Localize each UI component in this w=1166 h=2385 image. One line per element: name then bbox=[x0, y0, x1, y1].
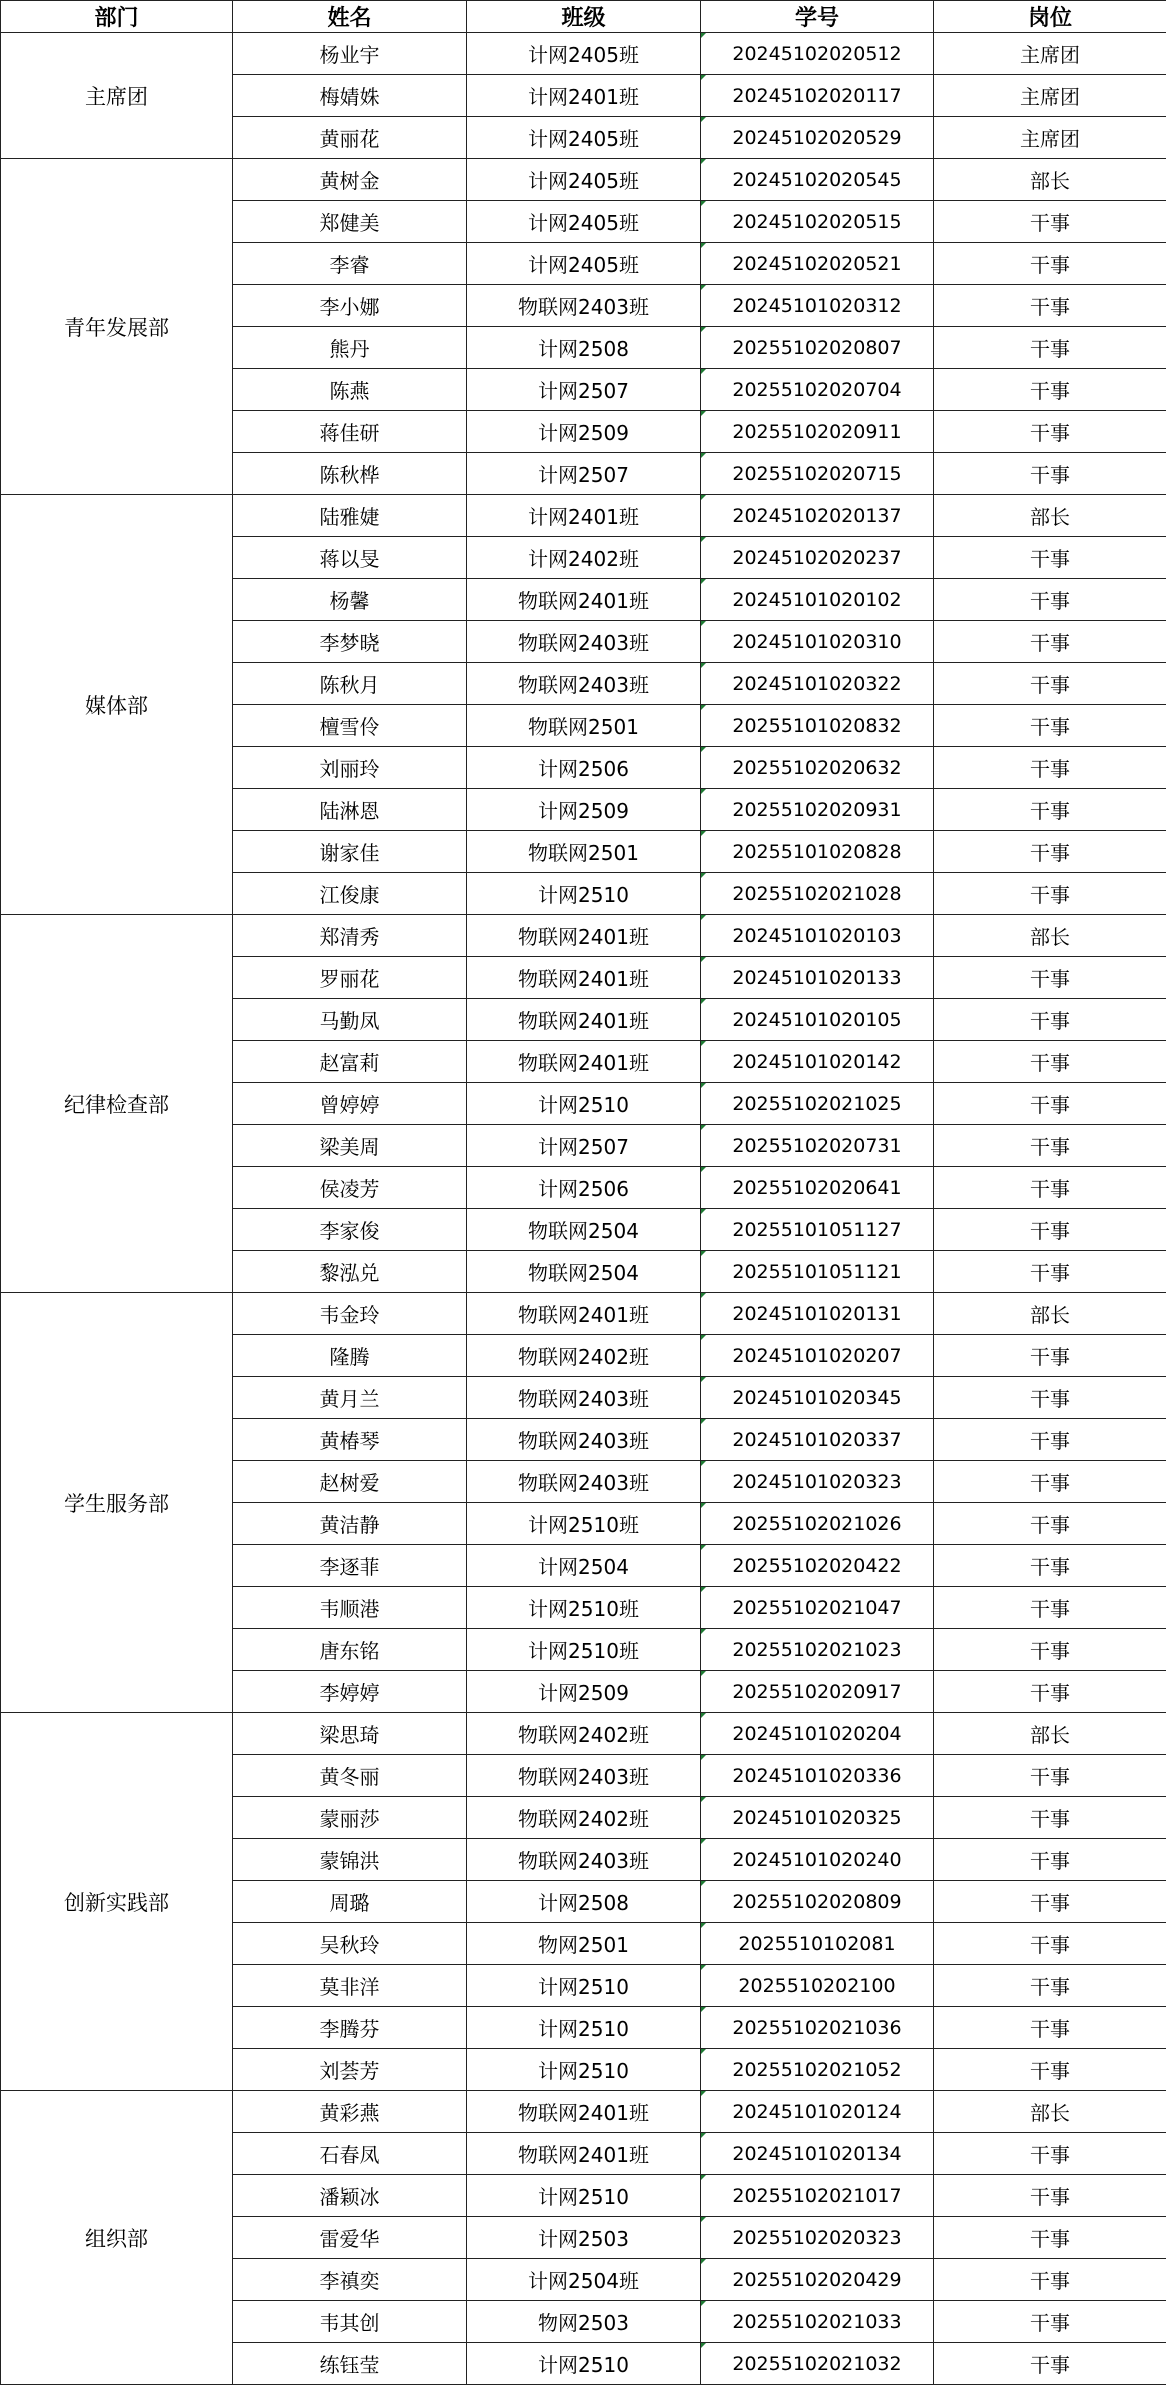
class-cell: 物联网2401班 bbox=[467, 915, 701, 957]
member-name-cell: 黄椿琴 bbox=[233, 1419, 467, 1461]
member-name-cell: 黄彩燕 bbox=[233, 2091, 467, 2133]
student-id-cell: 20255102021025 bbox=[701, 1083, 934, 1125]
member-name-cell: 韦其创 bbox=[233, 2301, 467, 2343]
position-cell: 部长 bbox=[934, 915, 1166, 957]
position-cell: 干事 bbox=[934, 327, 1166, 369]
student-id-cell: 20255102020704 bbox=[701, 369, 934, 411]
position-cell: 干事 bbox=[934, 411, 1166, 453]
class-cell: 物联网2402班 bbox=[467, 1335, 701, 1377]
position-cell: 干事 bbox=[934, 1167, 1166, 1209]
member-name-cell: 檀雪伶 bbox=[233, 705, 467, 747]
class-cell: 计网2405班 bbox=[467, 159, 701, 201]
student-id-cell: 20255102020323 bbox=[701, 2217, 934, 2259]
position-cell: 部长 bbox=[934, 495, 1166, 537]
student-id-cell: 20255102021023 bbox=[701, 1629, 934, 1671]
position-cell: 干事 bbox=[934, 2259, 1166, 2301]
student-id-cell: 20255102021052 bbox=[701, 2049, 934, 2091]
student-id-cell: 20255102021036 bbox=[701, 2007, 934, 2049]
member-name-cell: 黄树金 bbox=[233, 159, 467, 201]
member-name-cell: 陆雅婕 bbox=[233, 495, 467, 537]
member-name-cell: 江俊康 bbox=[233, 873, 467, 915]
position-cell: 干事 bbox=[934, 1839, 1166, 1881]
student-id-cell: 20255102021026 bbox=[701, 1503, 934, 1545]
student-id-cell: 20255102020931 bbox=[701, 789, 934, 831]
student-id-cell: 20245101020133 bbox=[701, 957, 934, 999]
class-cell: 物网2503 bbox=[467, 2301, 701, 2343]
member-name-cell: 陆淋恩 bbox=[233, 789, 467, 831]
student-id-cell: 20255102021032 bbox=[701, 2343, 934, 2385]
position-cell: 干事 bbox=[934, 243, 1166, 285]
class-cell: 计网2504班 bbox=[467, 2259, 701, 2301]
class-cell: 物联网2401班 bbox=[467, 957, 701, 999]
position-cell: 干事 bbox=[934, 663, 1166, 705]
position-cell: 干事 bbox=[934, 1965, 1166, 2007]
class-cell: 计网2507 bbox=[467, 1125, 701, 1167]
table-row bbox=[1, 1293, 1166, 1335]
class-cell: 物联网2403班 bbox=[467, 1461, 701, 1503]
position-cell: 干事 bbox=[934, 873, 1166, 915]
position-cell: 干事 bbox=[934, 2007, 1166, 2049]
member-name-cell: 黄丽花 bbox=[233, 117, 467, 159]
member-name-cell: 蒋以旻 bbox=[233, 537, 467, 579]
class-cell: 物联网2504 bbox=[467, 1251, 701, 1293]
member-name-cell: 罗丽花 bbox=[233, 957, 467, 999]
member-name-cell: 李逐菲 bbox=[233, 1545, 467, 1587]
class-cell: 物联网2403班 bbox=[467, 621, 701, 663]
position-cell: 部长 bbox=[934, 1293, 1166, 1335]
member-name-cell: 潘颖冰 bbox=[233, 2175, 467, 2217]
class-cell: 物联网2401班 bbox=[467, 579, 701, 621]
class-cell: 计网2510 bbox=[467, 2175, 701, 2217]
student-id-cell: 20245102020545 bbox=[701, 159, 934, 201]
table-header bbox=[1, 1, 1166, 33]
class-cell: 计网2510班 bbox=[467, 1587, 701, 1629]
class-cell: 物联网2402班 bbox=[467, 1713, 701, 1755]
student-id-cell: 20245102020521 bbox=[701, 243, 934, 285]
student-id-cell: 20245102020512 bbox=[701, 33, 934, 75]
table-row bbox=[1, 1713, 1166, 1755]
class-cell: 计网2510 bbox=[467, 1083, 701, 1125]
student-id-cell: 20245101020131 bbox=[701, 1293, 934, 1335]
class-cell: 物联网2403班 bbox=[467, 285, 701, 327]
position-cell: 干事 bbox=[934, 1125, 1166, 1167]
position-cell: 干事 bbox=[934, 1671, 1166, 1713]
header-department: 部门 bbox=[1, 1, 233, 33]
student-id-cell: 20245102020515 bbox=[701, 201, 934, 243]
class-cell: 计网2507 bbox=[467, 369, 701, 411]
student-id-cell: 20245101020310 bbox=[701, 621, 934, 663]
position-cell: 干事 bbox=[934, 1923, 1166, 1965]
member-name-cell: 黎泓兑 bbox=[233, 1251, 467, 1293]
member-name-cell: 梁美周 bbox=[233, 1125, 467, 1167]
position-cell: 干事 bbox=[934, 1083, 1166, 1125]
class-cell: 物联网2403班 bbox=[467, 1419, 701, 1461]
member-name-cell: 梁思琦 bbox=[233, 1713, 467, 1755]
table-row bbox=[1, 915, 1166, 957]
header-class: 班级 bbox=[467, 1, 701, 33]
position-cell: 干事 bbox=[934, 1545, 1166, 1587]
member-name-cell: 侯凌芳 bbox=[233, 1167, 467, 1209]
member-name-cell: 黄洁静 bbox=[233, 1503, 467, 1545]
member-name-cell: 李梦晓 bbox=[233, 621, 467, 663]
class-cell: 物联网2504 bbox=[467, 1209, 701, 1251]
student-id-cell: 20245101020124 bbox=[701, 2091, 934, 2133]
class-cell: 计网2510 bbox=[467, 2049, 701, 2091]
position-cell: 干事 bbox=[934, 2301, 1166, 2343]
class-cell: 物联网2401班 bbox=[467, 999, 701, 1041]
member-name-cell: 韦金玲 bbox=[233, 1293, 467, 1335]
position-cell: 干事 bbox=[934, 1881, 1166, 1923]
position-cell: 干事 bbox=[934, 1251, 1166, 1293]
member-name-cell: 蒙丽莎 bbox=[233, 1797, 467, 1839]
class-cell: 计网2510 bbox=[467, 1965, 701, 2007]
member-name-cell: 熊丹 bbox=[233, 327, 467, 369]
member-name-cell: 谢家佳 bbox=[233, 831, 467, 873]
department-cell: 青年发展部 bbox=[1, 159, 233, 495]
class-cell: 物联网2501 bbox=[467, 705, 701, 747]
student-id-cell: 20255102021017 bbox=[701, 2175, 934, 2217]
member-name-cell: 石春凤 bbox=[233, 2133, 467, 2175]
class-cell: 物联网2403班 bbox=[467, 1755, 701, 1797]
class-cell: 计网2510班 bbox=[467, 1503, 701, 1545]
student-id-cell: 20255101051121 bbox=[701, 1251, 934, 1293]
position-cell: 部长 bbox=[934, 1713, 1166, 1755]
member-name-cell: 李家俊 bbox=[233, 1209, 467, 1251]
department-cell: 创新实践部 bbox=[1, 1713, 233, 2091]
class-cell: 计网2405班 bbox=[467, 33, 701, 75]
member-name-cell: 练钰莹 bbox=[233, 2343, 467, 2385]
student-id-cell: 2025510202100 bbox=[701, 1965, 934, 2007]
member-name-cell: 李腾芬 bbox=[233, 2007, 467, 2049]
student-id-cell: 20255102021047 bbox=[701, 1587, 934, 1629]
class-cell: 计网2503 bbox=[467, 2217, 701, 2259]
class-cell: 计网2402班 bbox=[467, 537, 701, 579]
position-cell: 主席团 bbox=[934, 33, 1166, 75]
student-id-cell: 20245101020240 bbox=[701, 1839, 934, 1881]
position-cell: 干事 bbox=[934, 1377, 1166, 1419]
position-cell: 干事 bbox=[934, 1797, 1166, 1839]
department-cell: 主席团 bbox=[1, 33, 233, 159]
position-cell: 干事 bbox=[934, 1629, 1166, 1671]
member-name-cell: 雷爱华 bbox=[233, 2217, 467, 2259]
class-cell: 计网2401班 bbox=[467, 75, 701, 117]
position-cell: 主席团 bbox=[934, 117, 1166, 159]
header-student-id: 学号 bbox=[701, 1, 934, 33]
position-cell: 部长 bbox=[934, 2091, 1166, 2133]
position-cell: 干事 bbox=[934, 999, 1166, 1041]
member-name-cell: 莫非洋 bbox=[233, 1965, 467, 2007]
position-cell: 主席团 bbox=[934, 75, 1166, 117]
student-id-cell: 20245101020322 bbox=[701, 663, 934, 705]
position-cell: 干事 bbox=[934, 2343, 1166, 2385]
student-id-cell: 20255101020832 bbox=[701, 705, 934, 747]
member-name-cell: 刘丽玲 bbox=[233, 747, 467, 789]
position-cell: 干事 bbox=[934, 747, 1166, 789]
table-row bbox=[1, 33, 1166, 75]
member-name-cell: 陈秋桦 bbox=[233, 453, 467, 495]
class-cell: 物联网2401班 bbox=[467, 2091, 701, 2133]
position-cell: 干事 bbox=[934, 831, 1166, 873]
department-cell: 组织部 bbox=[1, 2091, 233, 2385]
student-id-cell: 20255101051127 bbox=[701, 1209, 934, 1251]
student-id-cell: 20255102021033 bbox=[701, 2301, 934, 2343]
class-cell: 物联网2401班 bbox=[467, 1293, 701, 1335]
student-id-cell: 20255102020809 bbox=[701, 1881, 934, 1923]
class-cell: 物网2501 bbox=[467, 1923, 701, 1965]
member-name-cell: 隆腾 bbox=[233, 1335, 467, 1377]
member-name-cell: 蒋佳研 bbox=[233, 411, 467, 453]
student-id-cell: 20245101020336 bbox=[701, 1755, 934, 1797]
position-cell: 干事 bbox=[934, 1335, 1166, 1377]
member-name-cell: 陈燕 bbox=[233, 369, 467, 411]
student-id-cell: 20245102020529 bbox=[701, 117, 934, 159]
class-cell: 计网2509 bbox=[467, 789, 701, 831]
student-id-cell: 20245101020102 bbox=[701, 579, 934, 621]
student-id-cell: 20255102020422 bbox=[701, 1545, 934, 1587]
class-cell: 物联网2401班 bbox=[467, 2133, 701, 2175]
class-cell: 计网2507 bbox=[467, 453, 701, 495]
class-cell: 计网2509 bbox=[467, 1671, 701, 1713]
position-cell: 干事 bbox=[934, 2217, 1166, 2259]
member-name-cell: 杨业宇 bbox=[233, 33, 467, 75]
student-id-cell: 20245101020142 bbox=[701, 1041, 934, 1083]
position-cell: 干事 bbox=[934, 1209, 1166, 1251]
position-cell: 干事 bbox=[934, 2133, 1166, 2175]
member-name-cell: 杨馨 bbox=[233, 579, 467, 621]
position-cell: 干事 bbox=[934, 453, 1166, 495]
class-cell: 计网2506 bbox=[467, 1167, 701, 1209]
student-id-cell: 20245101020134 bbox=[701, 2133, 934, 2175]
member-name-cell: 黄月兰 bbox=[233, 1377, 467, 1419]
student-id-cell: 20255102021028 bbox=[701, 873, 934, 915]
class-cell: 计网2405班 bbox=[467, 201, 701, 243]
class-cell: 物联网2401班 bbox=[467, 1041, 701, 1083]
member-name-cell: 李小娜 bbox=[233, 285, 467, 327]
member-name-cell: 韦顺港 bbox=[233, 1587, 467, 1629]
student-id-cell: 20245101020323 bbox=[701, 1461, 934, 1503]
class-cell: 物联网2402班 bbox=[467, 1797, 701, 1839]
student-id-cell: 20255102020429 bbox=[701, 2259, 934, 2301]
member-name-cell: 吴秋玲 bbox=[233, 1923, 467, 1965]
position-cell: 干事 bbox=[934, 2049, 1166, 2091]
position-cell: 干事 bbox=[934, 1503, 1166, 1545]
student-id-cell: 20245101020325 bbox=[701, 1797, 934, 1839]
student-id-cell: 20245101020103 bbox=[701, 915, 934, 957]
position-cell: 干事 bbox=[934, 621, 1166, 663]
student-id-cell: 20255102020731 bbox=[701, 1125, 934, 1167]
class-cell: 计网2506 bbox=[467, 747, 701, 789]
student-id-cell: 20255101020828 bbox=[701, 831, 934, 873]
department-cell: 媒体部 bbox=[1, 495, 233, 915]
position-cell: 干事 bbox=[934, 537, 1166, 579]
class-cell: 计网2510 bbox=[467, 873, 701, 915]
student-id-cell: 20245102020237 bbox=[701, 537, 934, 579]
student-id-cell: 20255102020807 bbox=[701, 327, 934, 369]
student-id-cell: 20245101020105 bbox=[701, 999, 934, 1041]
class-cell: 计网2504 bbox=[467, 1545, 701, 1587]
student-id-cell: 20245101020312 bbox=[701, 285, 934, 327]
member-name-cell: 蒙锦洪 bbox=[233, 1839, 467, 1881]
position-cell: 干事 bbox=[934, 1755, 1166, 1797]
header-position: 岗位 bbox=[934, 1, 1166, 33]
student-id-cell: 20255102020911 bbox=[701, 411, 934, 453]
department-cell: 学生服务部 bbox=[1, 1293, 233, 1713]
class-cell: 计网2510 bbox=[467, 2343, 701, 2385]
student-id-cell: 20255102020641 bbox=[701, 1167, 934, 1209]
member-name-cell: 周璐 bbox=[233, 1881, 467, 1923]
member-name-cell: 赵富莉 bbox=[233, 1041, 467, 1083]
table-row bbox=[1, 159, 1166, 201]
position-cell: 干事 bbox=[934, 957, 1166, 999]
student-id-cell: 20245101020337 bbox=[701, 1419, 934, 1461]
class-cell: 计网2510 bbox=[467, 2007, 701, 2049]
position-cell: 干事 bbox=[934, 1041, 1166, 1083]
student-id-cell: 20245102020137 bbox=[701, 495, 934, 537]
student-id-cell: 20245101020204 bbox=[701, 1713, 934, 1755]
class-cell: 计网2401班 bbox=[467, 495, 701, 537]
member-name-cell: 黄冬丽 bbox=[233, 1755, 467, 1797]
member-name-cell: 赵树爱 bbox=[233, 1461, 467, 1503]
table-row bbox=[1, 2091, 1166, 2133]
department-cell: 纪律检查部 bbox=[1, 915, 233, 1293]
student-id-cell: 20255102020632 bbox=[701, 747, 934, 789]
header-name: 姓名 bbox=[233, 1, 467, 33]
member-name-cell: 郑清秀 bbox=[233, 915, 467, 957]
position-cell: 干事 bbox=[934, 789, 1166, 831]
position-cell: 干事 bbox=[934, 705, 1166, 747]
student-id-cell: 20245102020117 bbox=[701, 75, 934, 117]
table-row bbox=[1, 495, 1166, 537]
student-id-cell: 20255102020917 bbox=[701, 1671, 934, 1713]
class-cell: 计网2508 bbox=[467, 1881, 701, 1923]
member-name-cell: 刘荟芳 bbox=[233, 2049, 467, 2091]
header-row bbox=[1, 1, 1166, 33]
member-name-cell: 曾婷婷 bbox=[233, 1083, 467, 1125]
class-cell: 物联网2403班 bbox=[467, 1839, 701, 1881]
student-id-cell: 2025510102081 bbox=[701, 1923, 934, 1965]
class-cell: 物联网2403班 bbox=[467, 663, 701, 705]
student-id-cell: 20245101020207 bbox=[701, 1335, 934, 1377]
member-name-cell: 李禛奕 bbox=[233, 2259, 467, 2301]
position-cell: 部长 bbox=[934, 159, 1166, 201]
class-cell: 物联网2501 bbox=[467, 831, 701, 873]
position-cell: 干事 bbox=[934, 285, 1166, 327]
student-id-cell: 20255102020715 bbox=[701, 453, 934, 495]
member-name-cell: 唐东铭 bbox=[233, 1629, 467, 1671]
member-name-cell: 梅婧姝 bbox=[233, 75, 467, 117]
position-cell: 干事 bbox=[934, 1419, 1166, 1461]
member-name-cell: 李婷婷 bbox=[233, 1671, 467, 1713]
student-id-cell: 20245101020345 bbox=[701, 1377, 934, 1419]
position-cell: 干事 bbox=[934, 2175, 1166, 2217]
position-cell: 干事 bbox=[934, 201, 1166, 243]
class-cell: 物联网2403班 bbox=[467, 1377, 701, 1419]
position-cell: 干事 bbox=[934, 369, 1166, 411]
table-body bbox=[1, 33, 1166, 2385]
member-name-cell: 陈秋月 bbox=[233, 663, 467, 705]
position-cell: 干事 bbox=[934, 1461, 1166, 1503]
class-cell: 计网2405班 bbox=[467, 117, 701, 159]
member-name-cell: 马勤凤 bbox=[233, 999, 467, 1041]
member-name-cell: 郑健美 bbox=[233, 201, 467, 243]
class-cell: 计网2510班 bbox=[467, 1629, 701, 1671]
member-name-cell: 李睿 bbox=[233, 243, 467, 285]
class-cell: 计网2509 bbox=[467, 411, 701, 453]
position-cell: 干事 bbox=[934, 1587, 1166, 1629]
class-cell: 计网2508 bbox=[467, 327, 701, 369]
class-cell: 计网2405班 bbox=[467, 243, 701, 285]
position-cell: 干事 bbox=[934, 579, 1166, 621]
